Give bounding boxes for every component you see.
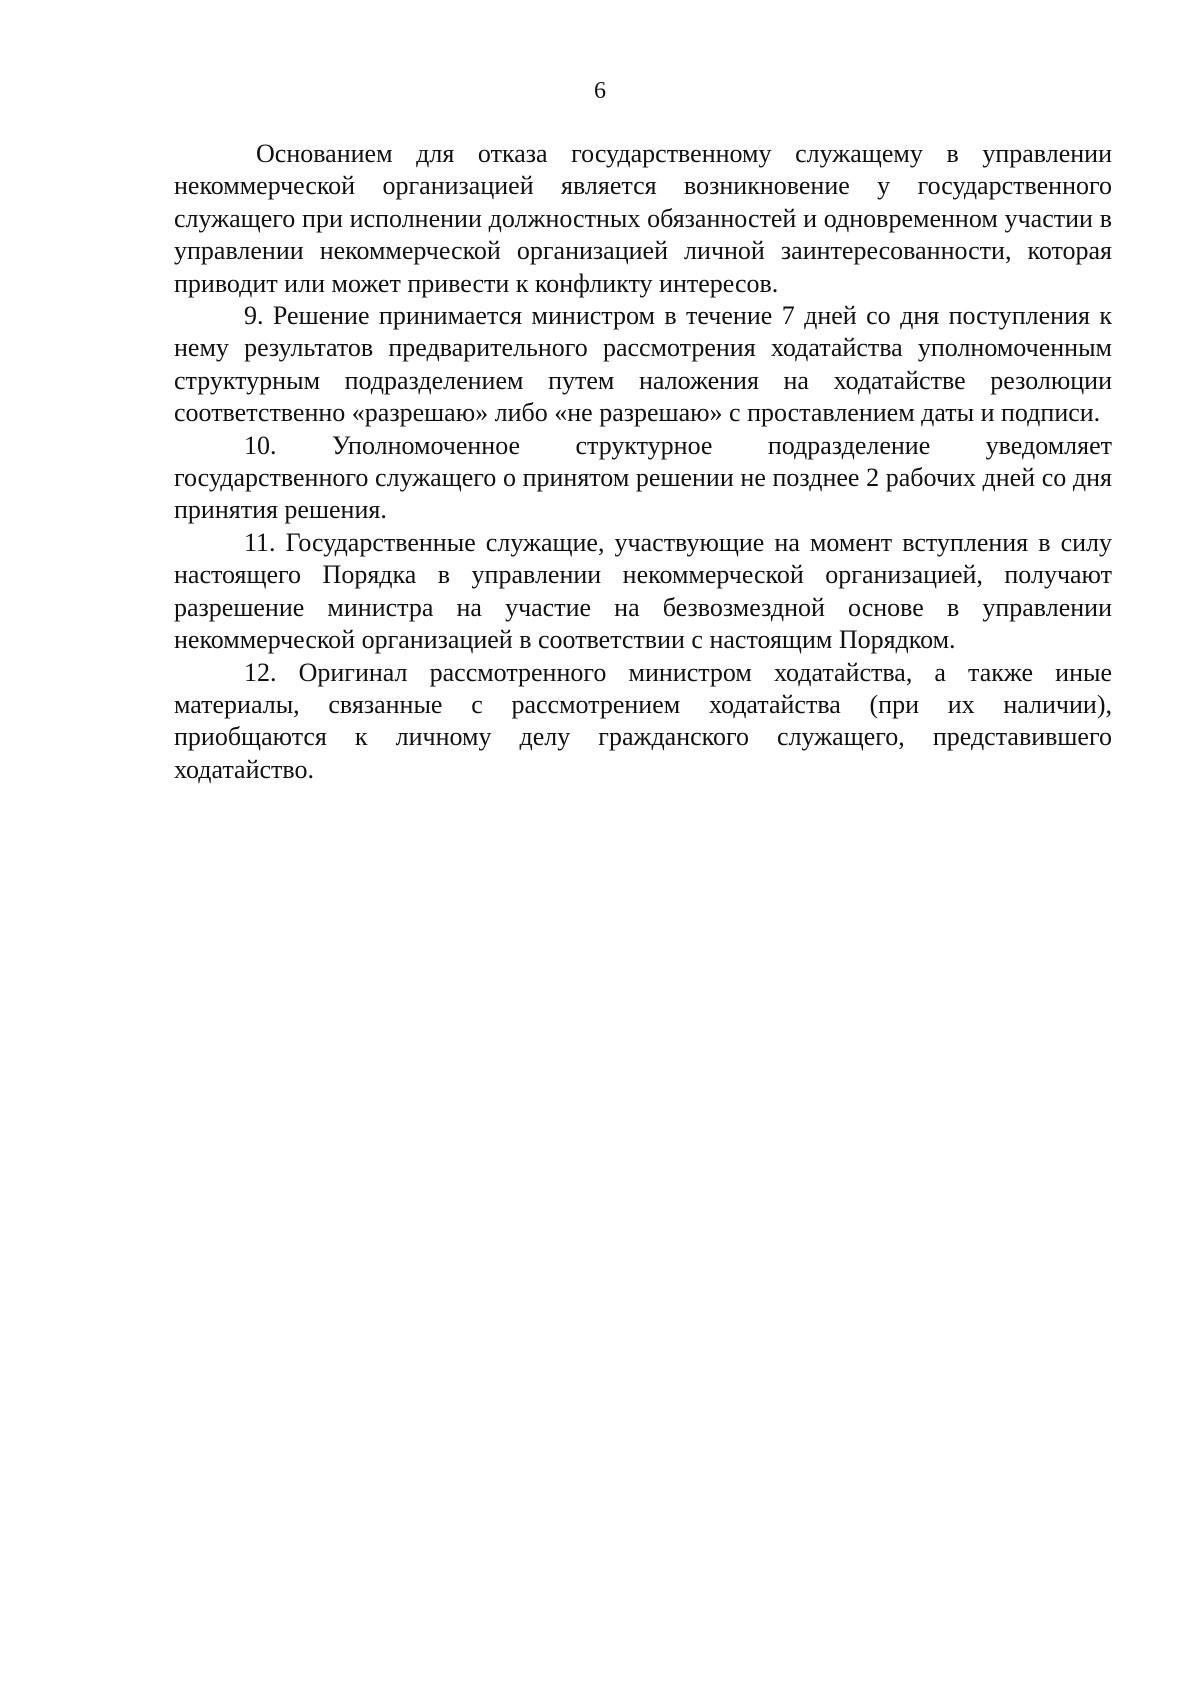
paragraph-refusal-grounds: Основанием для отказа государственному служащему в управлении некоммерческой организацией является возникновение у государственного служащего при исполнении должностных обязанностей и одновременном участии в управлении некоммерческой организацией личной заинтересованности, которая приводит или может привести к конфликту интересов.	[174, 139, 1112, 298]
paragraph-9: 9. Решение принимается министром в течение 7 дней со дня поступления к нему результатов предварительного рассмотрения ходатайства уполномоченным структурным подразделением путем наложения на ходатайстве резолюции соответственно «разрешаю» либо «не разрешаю» с проставлением даты и подписи.	[174, 301, 1112, 428]
page-number: 6	[594, 78, 606, 104]
document-body	[174, 138, 1112, 786]
paragraph-12: 12. Оригинал рассмотренного министром ходатайства, а также иные материалы, связанные с рассмотрением ходатайства (при их наличии), приобщаются к личному делу гражданского служащего, представившего ходатайство.	[174, 657, 1112, 784]
paragraph-10: 10. Уполномоченное структурное подразделение уведомляет государственного служащего о принятом решении не позднее 2 рабочих дней со дня принятия решения.	[174, 430, 1112, 525]
paragraph-11: 11. Государственные служащие, участвующие на момент вступления в силу настоящего Порядка в управлении некоммерческой организацией, получают разрешение министра на участие на безвозмездной основе в управлении некоммерческой организацией в соответствии с настоящим Порядком.	[174, 527, 1112, 655]
